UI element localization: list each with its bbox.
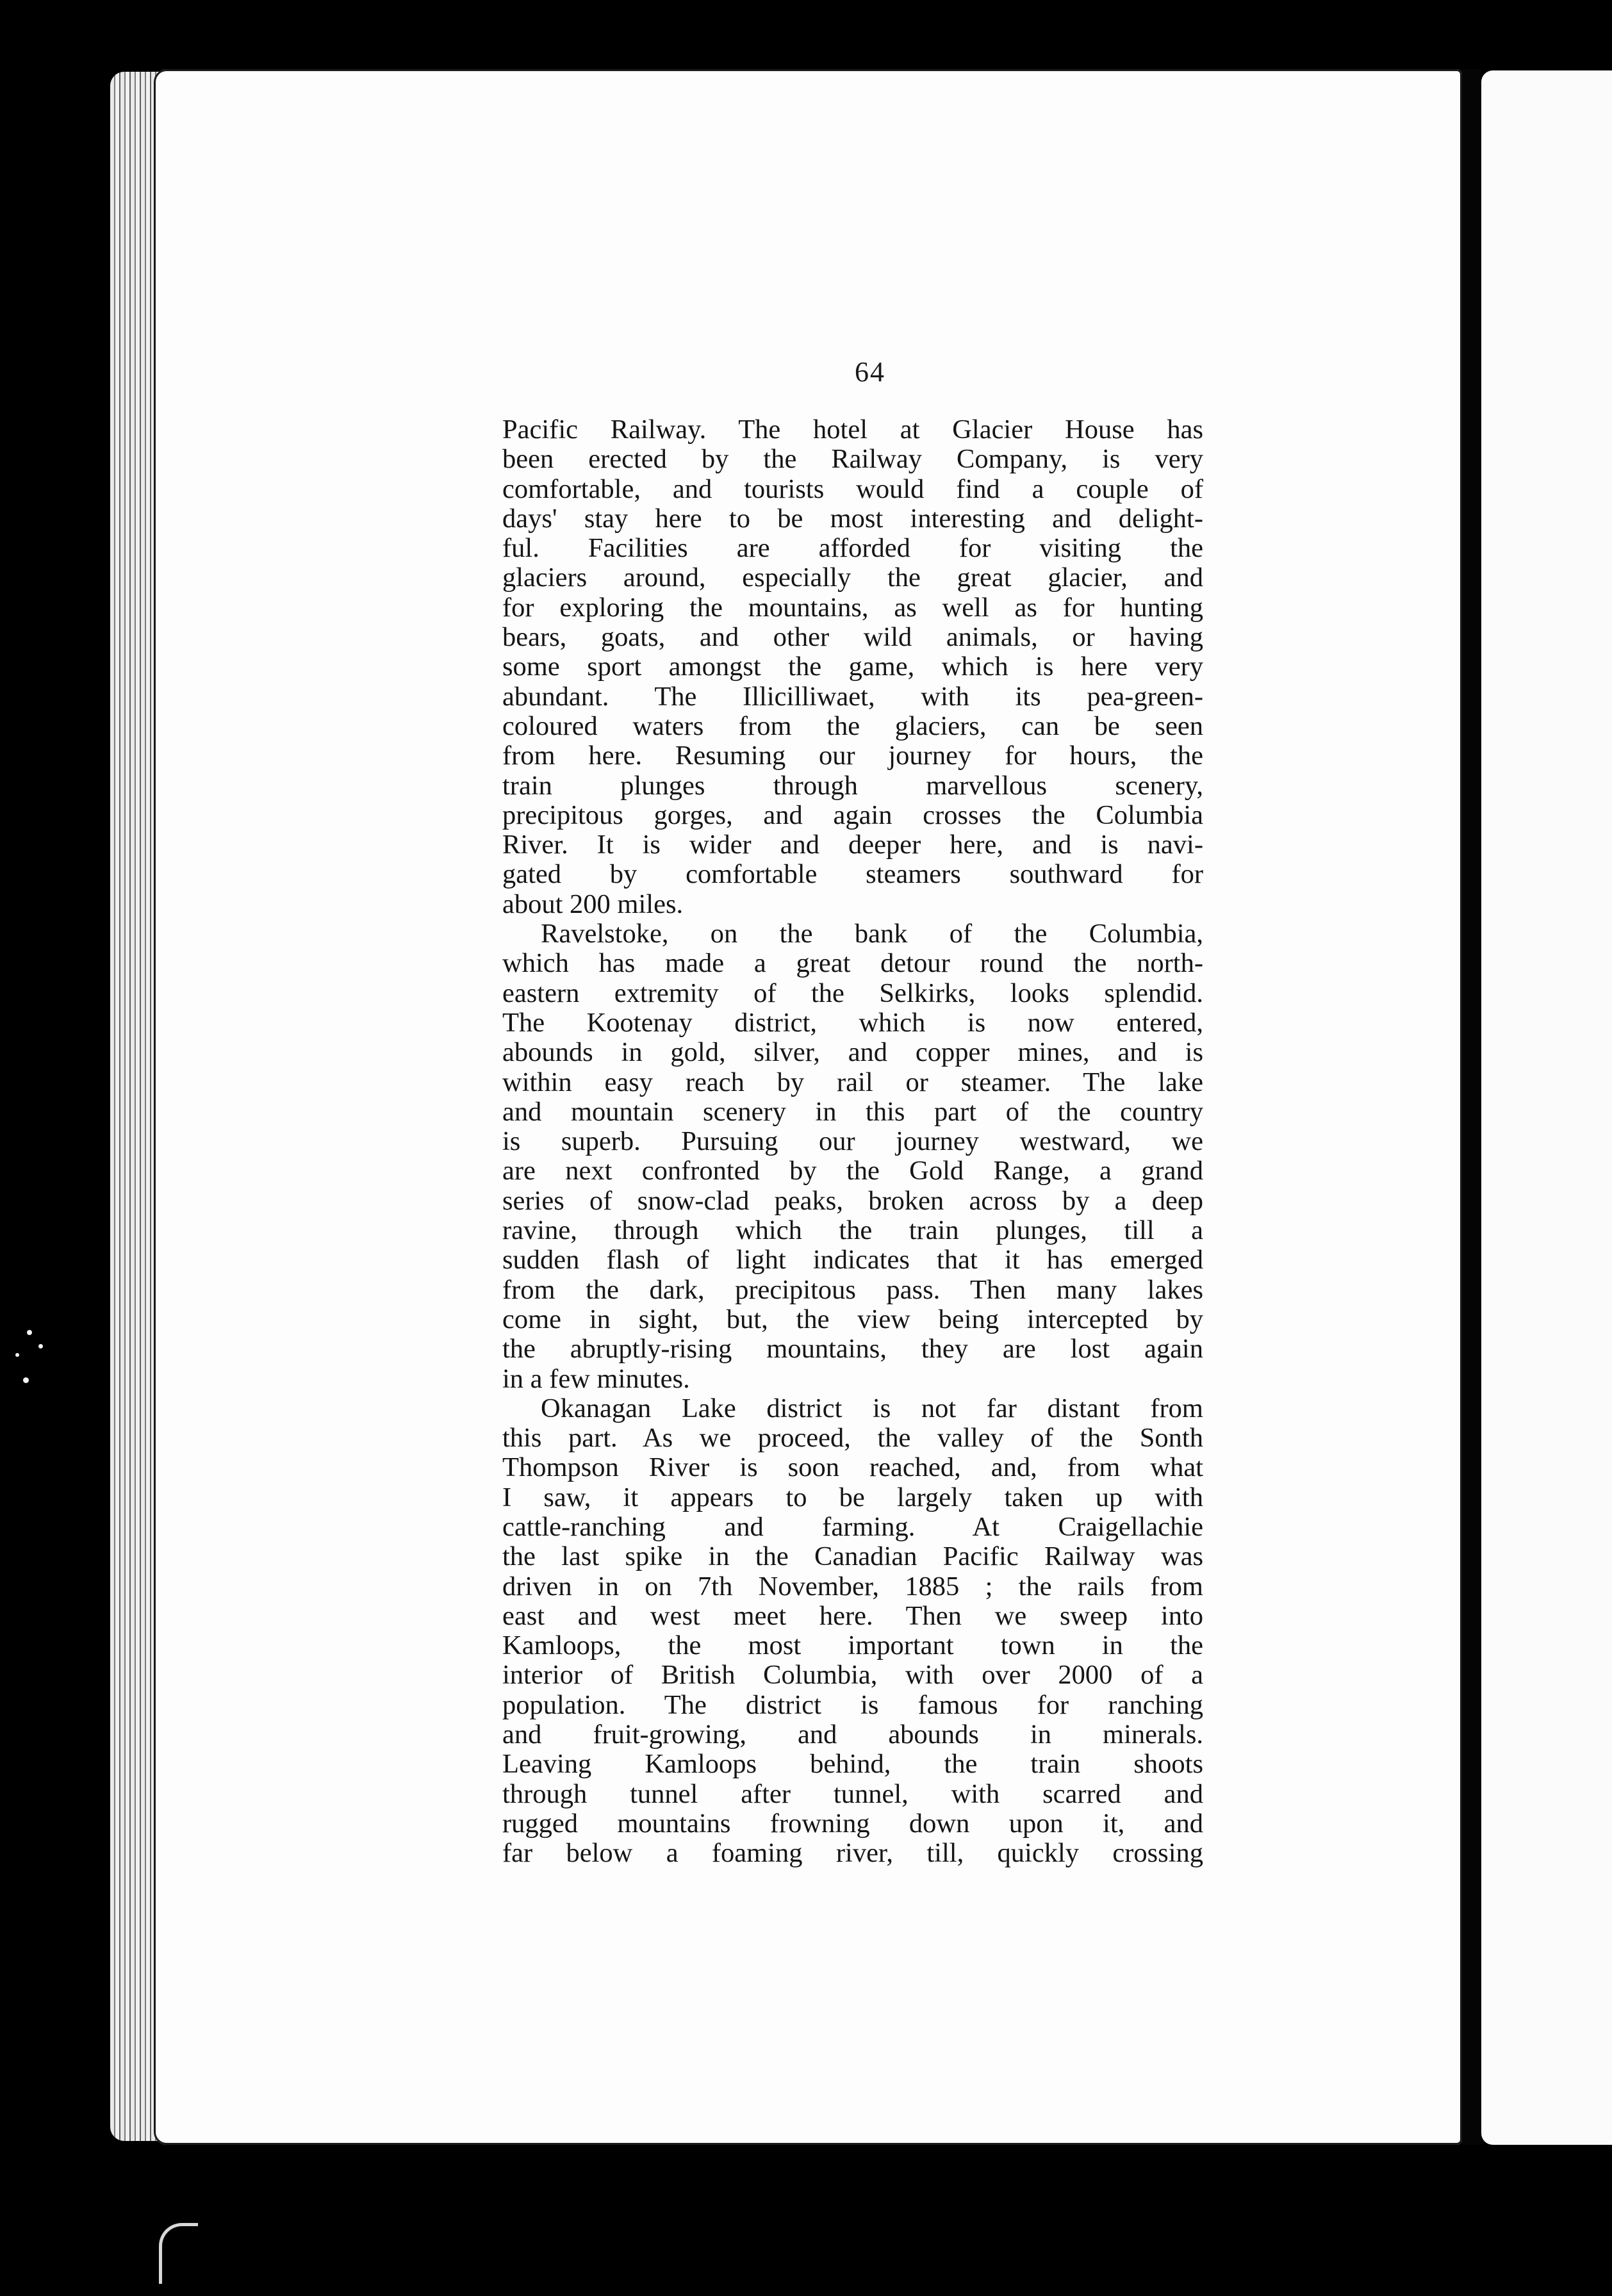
- text-line: abundant. The Illicilliwaet, with its pea-green-: [502, 681, 1203, 712]
- text-line: population. The district is famous for ranching: [502, 1689, 1203, 1720]
- text-line: Thompson River is soon reached, and, from what: [502, 1452, 1203, 1483]
- text-line: The Kootenay district, which is now entered,: [502, 1007, 1203, 1038]
- text-line: through tunnel after tunnel, with scarred and: [502, 1778, 1203, 1809]
- scan-artifact: [159, 2223, 198, 2284]
- text-line: Leaving Kamloops behind, the train shoots: [502, 1749, 1203, 1780]
- scan-speck: [23, 1377, 29, 1383]
- text-line: glaciers around, especially the great glacier, and: [502, 562, 1203, 593]
- scan-speck: [27, 1330, 32, 1335]
- text-line: bears, goats, and other wild animals, or having: [502, 622, 1203, 653]
- text-line: Kamloops, the most important town in the: [502, 1630, 1203, 1661]
- text-line: far below a foaming river, till, quickly crossing: [502, 1838, 1203, 1869]
- text-line: days' stay here to be most interesting and delight-: [502, 503, 1203, 534]
- text-line: from the dark, precipitous pass. Then many lakes: [502, 1274, 1203, 1305]
- text-line: interior of British Columbia, with over 2000 of a: [502, 1660, 1203, 1691]
- text-line: ful. Facilities are afforded for visiting the: [502, 533, 1203, 564]
- text-line: rugged mountains frowning down upon it, and: [502, 1808, 1203, 1839]
- text-line: Ravelstoke, on the bank of the Columbia,: [541, 919, 1203, 949]
- text-line: driven in on 7th November, 1885 ; the rails from: [502, 1571, 1203, 1602]
- book-gutter: [1462, 69, 1481, 2145]
- text-line: River. It is wider and deeper here, and is navi-: [502, 830, 1203, 860]
- text-line: I saw, it appears to be largely taken up with: [502, 1482, 1203, 1513]
- text-line: Pacific Railway. The hotel at Glacier House has: [502, 414, 1203, 445]
- text-line: for exploring the mountains, as well as for hunting: [502, 592, 1203, 623]
- text-line: cattle-ranching and farming. At Craigellachie: [502, 1511, 1203, 1542]
- text-line: abounds in gold, silver, and copper mines, and is: [502, 1037, 1203, 1068]
- text-line: comfortable, and tourists would find a couple of: [502, 473, 1203, 504]
- text-line: the last spike in the Canadian Pacific Railway was: [502, 1541, 1203, 1572]
- text-line: in a few minutes.: [502, 1363, 690, 1394]
- text-line: from here. Resuming our journey for hours, the: [502, 741, 1203, 771]
- text-line: train plunges through marvellous scenery,: [502, 770, 1203, 801]
- body-text: [502, 415, 1203, 1901]
- text-line: precipitous gorges, and again crosses the Columbia: [502, 800, 1203, 830]
- text-line: the abruptly-rising mountains, they are lost again: [502, 1334, 1203, 1365]
- text-line: and mountain scenery in this part of the country: [502, 1096, 1203, 1127]
- text-line: about 200 miles.: [502, 889, 684, 919]
- page-number: 64: [855, 356, 885, 388]
- text-line: eastern extremity of the Selkirks, looks splendid.: [502, 978, 1203, 1008]
- text-line: which has made a great detour round the north-: [502, 948, 1203, 979]
- text-line: this part. As we proceed, the valley of the Sonth: [502, 1423, 1203, 1454]
- text-line: within easy reach by rail or steamer. The lake: [502, 1067, 1203, 1097]
- text-line: come in sight, but, the view being intercepted by: [502, 1304, 1203, 1334]
- text-line: sudden flash of light indicates that it has emerged: [502, 1245, 1203, 1275]
- text-line: is superb. Pursuing our journey westward, we: [502, 1126, 1203, 1157]
- scan-speck: [38, 1344, 43, 1349]
- text-line: gated by comfortable steamers southward for: [502, 859, 1203, 890]
- text-line: Okanagan Lake district is not far distant from: [541, 1393, 1203, 1423]
- text-line: are next confronted by the Gold Range, a grand: [502, 1156, 1203, 1186]
- scan-speck: [15, 1353, 19, 1357]
- text-line: series of snow-clad peaks, broken across by a deep: [502, 1185, 1203, 1216]
- text-line: coloured waters from the glaciers, can be seen: [502, 710, 1203, 741]
- facing-page-edge: [1481, 70, 1612, 2145]
- text-line: some sport amongst the game, which is here very: [502, 652, 1203, 682]
- text-line: ravine, through which the train plunges, till a: [502, 1215, 1203, 1246]
- text-line: east and west meet here. Then we sweep into: [502, 1600, 1203, 1631]
- text-line: and fruit-growing, and abounds in minerals.: [502, 1719, 1203, 1750]
- text-line: been erected by the Railway Company, is very: [502, 444, 1203, 475]
